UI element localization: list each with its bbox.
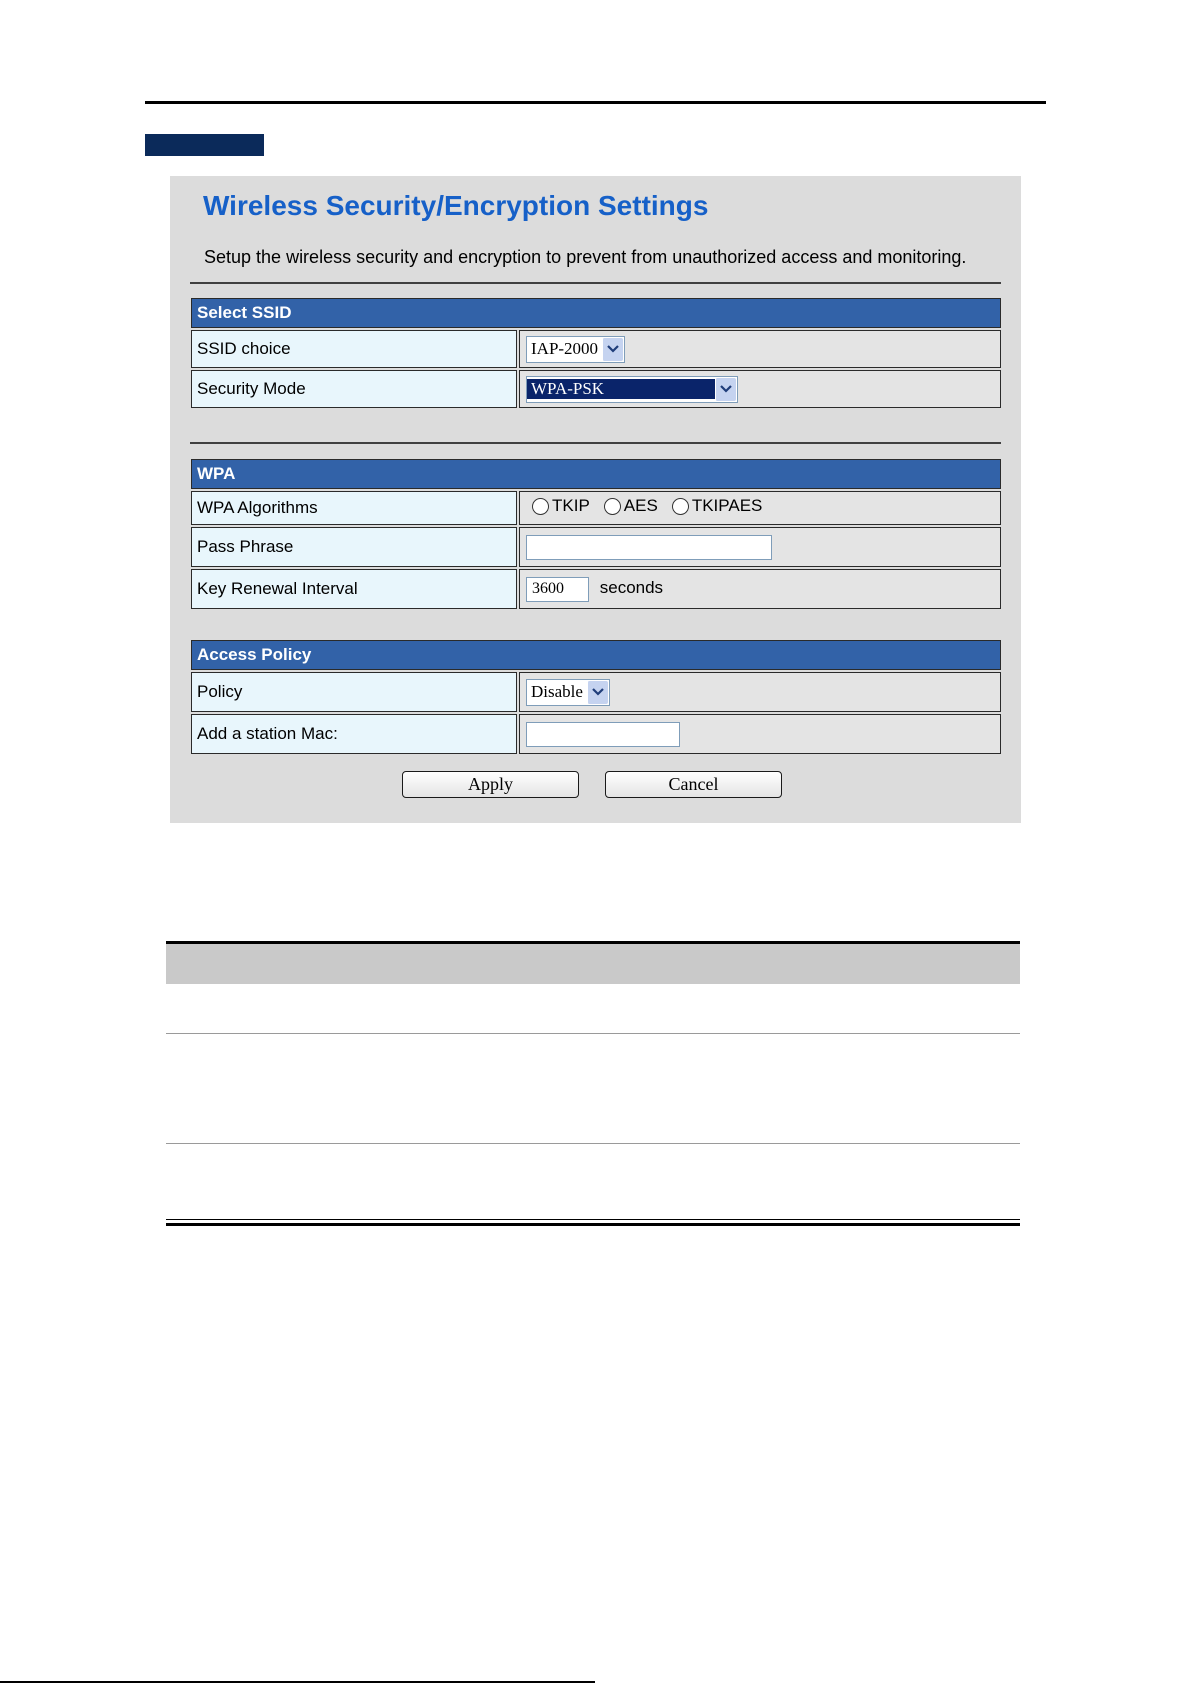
- table-row-divider: [166, 1143, 1020, 1144]
- radio-tkip[interactable]: [532, 496, 590, 516]
- radio-aes[interactable]: [604, 496, 658, 516]
- station-mac-input[interactable]: [526, 722, 680, 747]
- ssid-choice-value: IAP-2000: [531, 339, 599, 358]
- ssid-choice-select[interactable]: [526, 336, 625, 363]
- key-renewal-unit: seconds: [599, 578, 664, 598]
- table-row-divider: [166, 1033, 1020, 1034]
- radio-label: TKIPAES: [691, 496, 763, 516]
- radio-label: AES: [623, 496, 658, 516]
- radio-button[interactable]: [532, 498, 549, 515]
- policy-value: Disable: [531, 682, 583, 701]
- pass-phrase-input[interactable]: [526, 535, 772, 560]
- table-bottom-rule: [166, 1219, 1020, 1220]
- wpa-algorithms-radio-group: [526, 496, 770, 516]
- security-mode-select[interactable]: [526, 376, 738, 403]
- apply-button[interactable]: Apply: [402, 771, 579, 798]
- chevron-down-icon[interactable]: [587, 681, 608, 704]
- key-renewal-interval-label: Key Renewal Interval: [191, 569, 517, 609]
- ssid-choice-label: SSID choice: [191, 330, 517, 368]
- wpa-table: [189, 457, 1003, 611]
- page-footer-rule: [0, 1681, 595, 1683]
- figure-tag: [145, 134, 264, 156]
- select-ssid-table: [189, 296, 1003, 410]
- radio-tkipaes[interactable]: [672, 496, 763, 516]
- cancel-button[interactable]: Cancel: [605, 771, 782, 798]
- access-policy-table: [189, 638, 1003, 756]
- section-header-access-policy: Access Policy: [191, 640, 1001, 670]
- radio-button[interactable]: [604, 498, 621, 515]
- page-description: Setup the wireless security and encryption to prevent from unauthorized access and monitoring.: [204, 247, 967, 267]
- security-mode-value: WPA-PSK: [527, 379, 715, 399]
- section-divider: [190, 282, 1001, 284]
- security-mode-label: Security Mode: [191, 370, 517, 408]
- table-bottom-rule: [166, 1223, 1020, 1226]
- settings-screenshot: [170, 176, 1021, 823]
- page-title: Wireless Security/Encryption Settings: [203, 190, 709, 221]
- section-divider: [190, 442, 1001, 444]
- policy-label: Policy: [191, 672, 517, 712]
- station-mac-label: Add a station Mac:: [191, 714, 517, 754]
- page-header-rule: [145, 101, 1046, 104]
- section-header-select-ssid: Select SSID: [191, 298, 1001, 328]
- chevron-down-icon[interactable]: [602, 338, 623, 361]
- description-table-header: [166, 944, 1020, 984]
- key-renewal-interval-input[interactable]: [526, 577, 589, 602]
- chevron-down-icon[interactable]: [715, 378, 736, 401]
- wpa-algorithms-label: WPA Algorithms: [191, 491, 517, 525]
- section-header-wpa: WPA: [191, 459, 1001, 489]
- policy-select[interactable]: [526, 679, 610, 706]
- radio-label: TKIP: [552, 496, 590, 516]
- radio-button[interactable]: [672, 498, 689, 515]
- pass-phrase-label: Pass Phrase: [191, 527, 517, 567]
